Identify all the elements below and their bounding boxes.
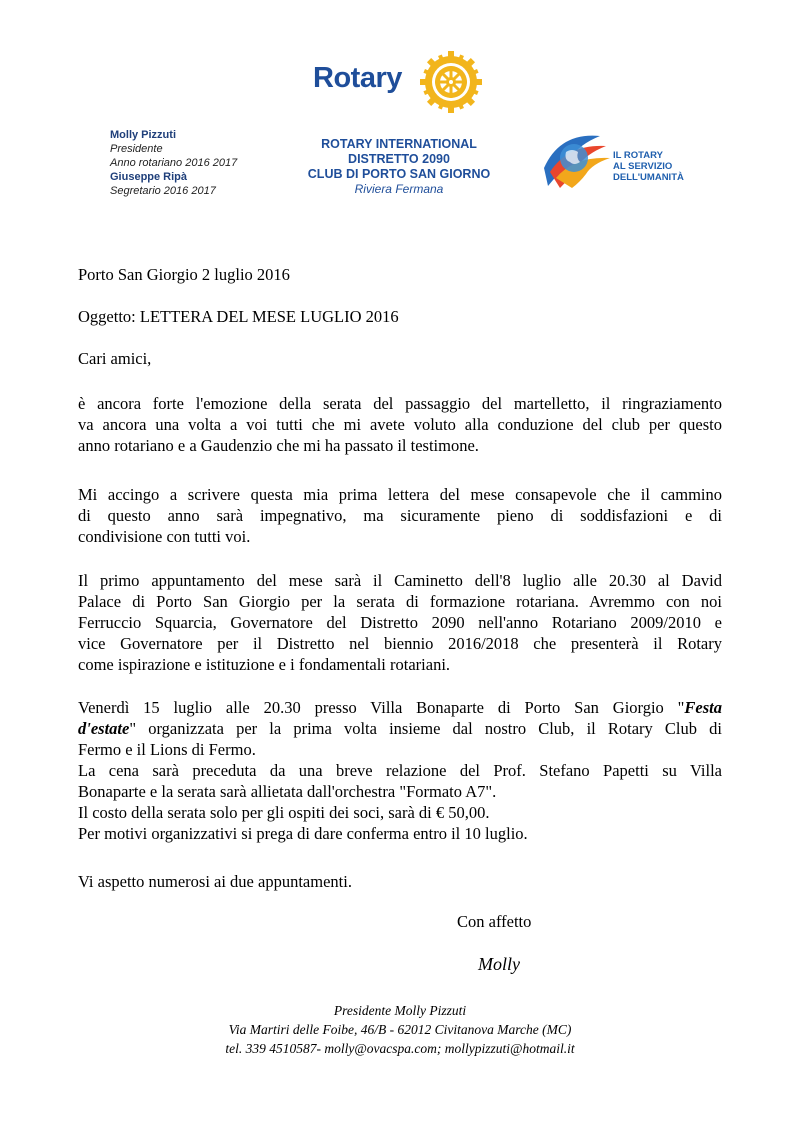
club-line-4: Riviera Fermana bbox=[354, 182, 444, 196]
letter-greeting: Cari amici, bbox=[78, 349, 152, 368]
paragraph-line: anno rotariano e a Gaudenzio che mi ha passato il testimone. bbox=[78, 436, 479, 455]
footer-line-1: Presidente Molly Pizzuti bbox=[333, 1003, 467, 1018]
paragraph-4 bbox=[78, 697, 722, 844]
rotary-logo-word: Rotary bbox=[313, 62, 402, 94]
club-officers bbox=[110, 128, 237, 198]
secretary-role: Segretario 2016 2017 bbox=[110, 185, 216, 197]
paragraph-5: Vi aspetto numerosi ai due appuntamenti. bbox=[78, 872, 352, 891]
paragraph-line bbox=[78, 697, 722, 718]
paragraph-line: condivisione con tutti voi. bbox=[78, 527, 251, 546]
event-text: Venerdì 15 luglio alle 20.30 presso Villa Bonaparte di Porto San Giorgio " bbox=[78, 698, 685, 717]
event-title: d'estate bbox=[78, 719, 130, 738]
event-text: " organizzata per la prima volta insieme dal nostro Club, il Rotary Club di bbox=[129, 719, 722, 738]
footer-address: Via Martiri delle Foibe, 46/B - 62012 Civitanova Marche (MC) bbox=[228, 1022, 572, 1037]
club-line-2: DISTRETTO 2090 bbox=[348, 152, 450, 166]
club-line-1: ROTARY INTERNATIONAL bbox=[321, 137, 477, 151]
paragraph-3 bbox=[78, 570, 722, 675]
globe-icon bbox=[540, 128, 612, 190]
president-year: Anno rotariano 2016 2017 bbox=[110, 157, 238, 169]
motto-line-3: DELL'UMANITÀ bbox=[613, 172, 684, 183]
paragraph-line: Mi accingo a scrivere questa mia prima lettera del mese consapevole che il cammino bbox=[78, 485, 722, 504]
paragraph-line: è ancora forte l'emozione della serata del passaggio del martelletto, il ringraziamento bbox=[78, 394, 722, 413]
club-line-3: CLUB DI PORTO SAN GIORNO bbox=[307, 167, 491, 181]
paragraph-2 bbox=[78, 484, 722, 547]
paragraph-line: vice Governatore per il Distretto nel biennio 2016/2018 che presenterà il Rotary bbox=[78, 634, 722, 653]
secretary-name: Giuseppe Ripà bbox=[110, 171, 188, 183]
paragraph-line: Il primo appuntamento del mese sarà il Caminetto dell'8 luglio alle 20.30 al David bbox=[78, 571, 722, 590]
letter-subject: Oggetto: LETTERA DEL MESE LUGLIO 2016 bbox=[78, 307, 399, 326]
paragraph-line bbox=[78, 718, 722, 739]
club-heading bbox=[284, 137, 514, 197]
paragraph-line: Fermo e il Lions di Fermo. bbox=[78, 740, 256, 759]
paragraph-line: Palace di Porto San Giorgio per la serata di formazione rotariana. Avremmo con noi bbox=[78, 592, 722, 611]
paragraph-line: va ancora una volta a voi tutti che mi avete voluto alla conduzione del club per questo bbox=[78, 415, 722, 434]
paragraph-line: Il costo della serata solo per gli ospiti dei soci, sarà di € 50,00. bbox=[78, 803, 490, 822]
paragraph-line: Ferruccio Squarcia, Governatore del Distretto 2090 nell'anno Rotariano 2009/2010 e bbox=[78, 613, 722, 632]
closing: Con affetto bbox=[457, 912, 532, 931]
letter-date: Porto San Giorgio 2 luglio 2016 bbox=[78, 265, 290, 284]
paragraph-line: Bonaparte e la serata sarà allietata dall'orchestra "Formato A7". bbox=[78, 782, 497, 801]
event-title: Festa bbox=[684, 698, 722, 717]
motto-text bbox=[613, 150, 684, 183]
paragraph-1 bbox=[78, 393, 722, 456]
paragraph-line: come ispirazione e istituzione e i fondamentali rotariani. bbox=[78, 655, 451, 674]
rotary-wheel-icon bbox=[419, 50, 483, 114]
signature: Molly bbox=[478, 954, 520, 974]
motto-line-1: IL ROTARY bbox=[613, 150, 663, 161]
footer-contacts: tel. 339 4510587- molly@ovacspa.com; mollypizzuti@hotmail.it bbox=[225, 1041, 575, 1056]
paragraph-line: di questo anno sarà impegnativo, ma sicuramente pieno di soddisfazioni e di bbox=[78, 506, 722, 525]
motto-line-2: AL SERVIZIO bbox=[613, 161, 673, 172]
paragraph-line: La cena sarà preceduta da una breve relazione del Prof. Stefano Papetti su Villa bbox=[78, 761, 722, 780]
paragraph-line: Per motivi organizzativi si prega di dare conferma entro il 10 luglio. bbox=[78, 824, 528, 843]
footer bbox=[100, 1001, 700, 1058]
president-role: Presidente bbox=[110, 143, 163, 155]
president-name: Molly Pizzuti bbox=[110, 129, 176, 141]
